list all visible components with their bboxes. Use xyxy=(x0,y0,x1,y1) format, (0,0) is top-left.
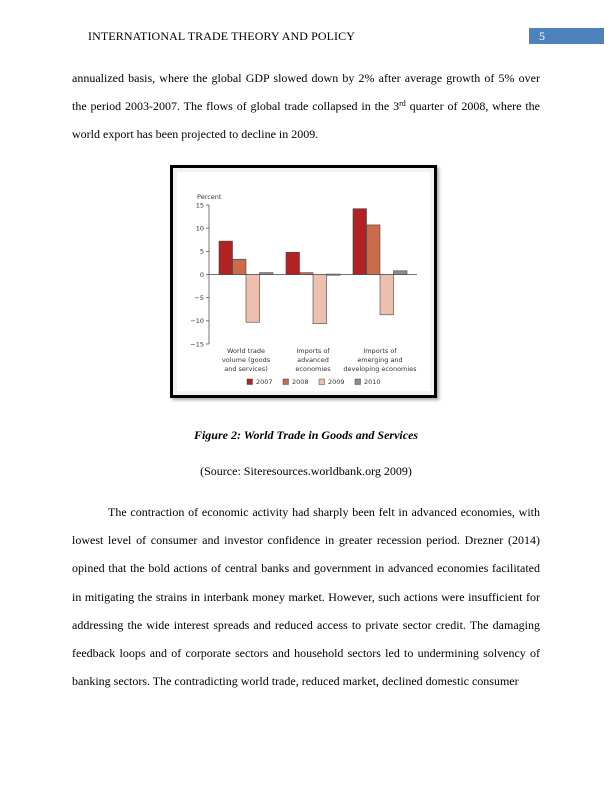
legend-swatch-2007 xyxy=(247,379,253,385)
category-label: and services) xyxy=(224,365,268,373)
category-label: developing economies xyxy=(343,365,417,373)
body-paragraph xyxy=(72,498,540,695)
y-axis-label: Percent xyxy=(197,193,222,201)
category-label: World trade xyxy=(226,347,266,355)
category-label: volume (goods xyxy=(221,356,271,364)
figure-source: (Source: Siteresources.worldbank.org 2009) xyxy=(200,464,412,478)
legend-label-2010: 2010 xyxy=(364,378,381,386)
bar-chart xyxy=(173,168,434,395)
y-tick-label: −5 xyxy=(194,293,204,302)
bar-2010 xyxy=(327,274,341,275)
figure-caption: Figure 2: World Trade in Goods and Services xyxy=(193,428,419,442)
bar-2008 xyxy=(367,225,381,275)
intro-text-a: annualized basis, where the global GDP slowed down by 2% after average growth of 5% over the period 2003-2007. The flows of global trade collapsed in the 3 xyxy=(72,71,540,114)
category-label: Imports of xyxy=(296,347,330,355)
ordinal-suffix: rd xyxy=(399,99,406,109)
bar-2010 xyxy=(260,273,274,275)
legend-label-2007: 2007 xyxy=(256,378,273,386)
bar-2007 xyxy=(286,252,300,274)
y-tick-label: −10 xyxy=(190,317,204,326)
bar-2007 xyxy=(353,209,367,275)
bar-2009 xyxy=(380,275,394,315)
category-label: Imports of xyxy=(363,347,397,355)
category-label: economies xyxy=(295,365,331,373)
page-number: 5 xyxy=(529,28,604,44)
bar-2009 xyxy=(246,275,260,323)
bar-2008 xyxy=(233,259,247,274)
intro-paragraph xyxy=(72,64,540,149)
category-label: emerging and xyxy=(357,356,403,364)
bar-2010 xyxy=(394,271,408,275)
legend-swatch-2008 xyxy=(283,379,289,385)
y-tick-label: 0 xyxy=(199,270,204,279)
intro-text-b: quarter of 2008, where the world export has been projected to decline in 2009. xyxy=(72,99,541,142)
y-tick-label: −15 xyxy=(190,340,204,349)
bar-2009 xyxy=(313,275,327,324)
running-header-title: INTERNATIONAL TRADE THEORY AND POLICY xyxy=(88,29,356,43)
y-tick-label: 15 xyxy=(195,201,204,210)
legend-swatch-2009 xyxy=(319,379,325,385)
body-paragraph-text: The contraction of economic activity had sharply been felt in advanced economies, with lowest level of consumer and investor confidence in greater recession period. Drezner (2014) opined that the bold actions of central banks and government in advanced economies facilitated in mitigating the strains in interbank money market. However, such actions were insufficient for addressing the wide interest spreads and reduced access to private sector credit. The damaging feedback loops and of corporate sectors and household sectors led to undermining solvency of banking sectors. The contradicting world trade, reduced market, declined domestic consumer xyxy=(72,505,540,689)
y-tick-label: 10 xyxy=(195,224,204,233)
y-tick-label: 5 xyxy=(199,247,204,256)
legend-label-2009: 2009 xyxy=(328,378,345,386)
category-label: advanced xyxy=(297,356,329,364)
bar-2007 xyxy=(219,241,233,274)
world-trade-figure xyxy=(170,165,437,398)
legend-swatch-2010 xyxy=(355,379,361,385)
bar-2008 xyxy=(300,273,314,275)
legend-label-2008: 2008 xyxy=(292,378,309,386)
